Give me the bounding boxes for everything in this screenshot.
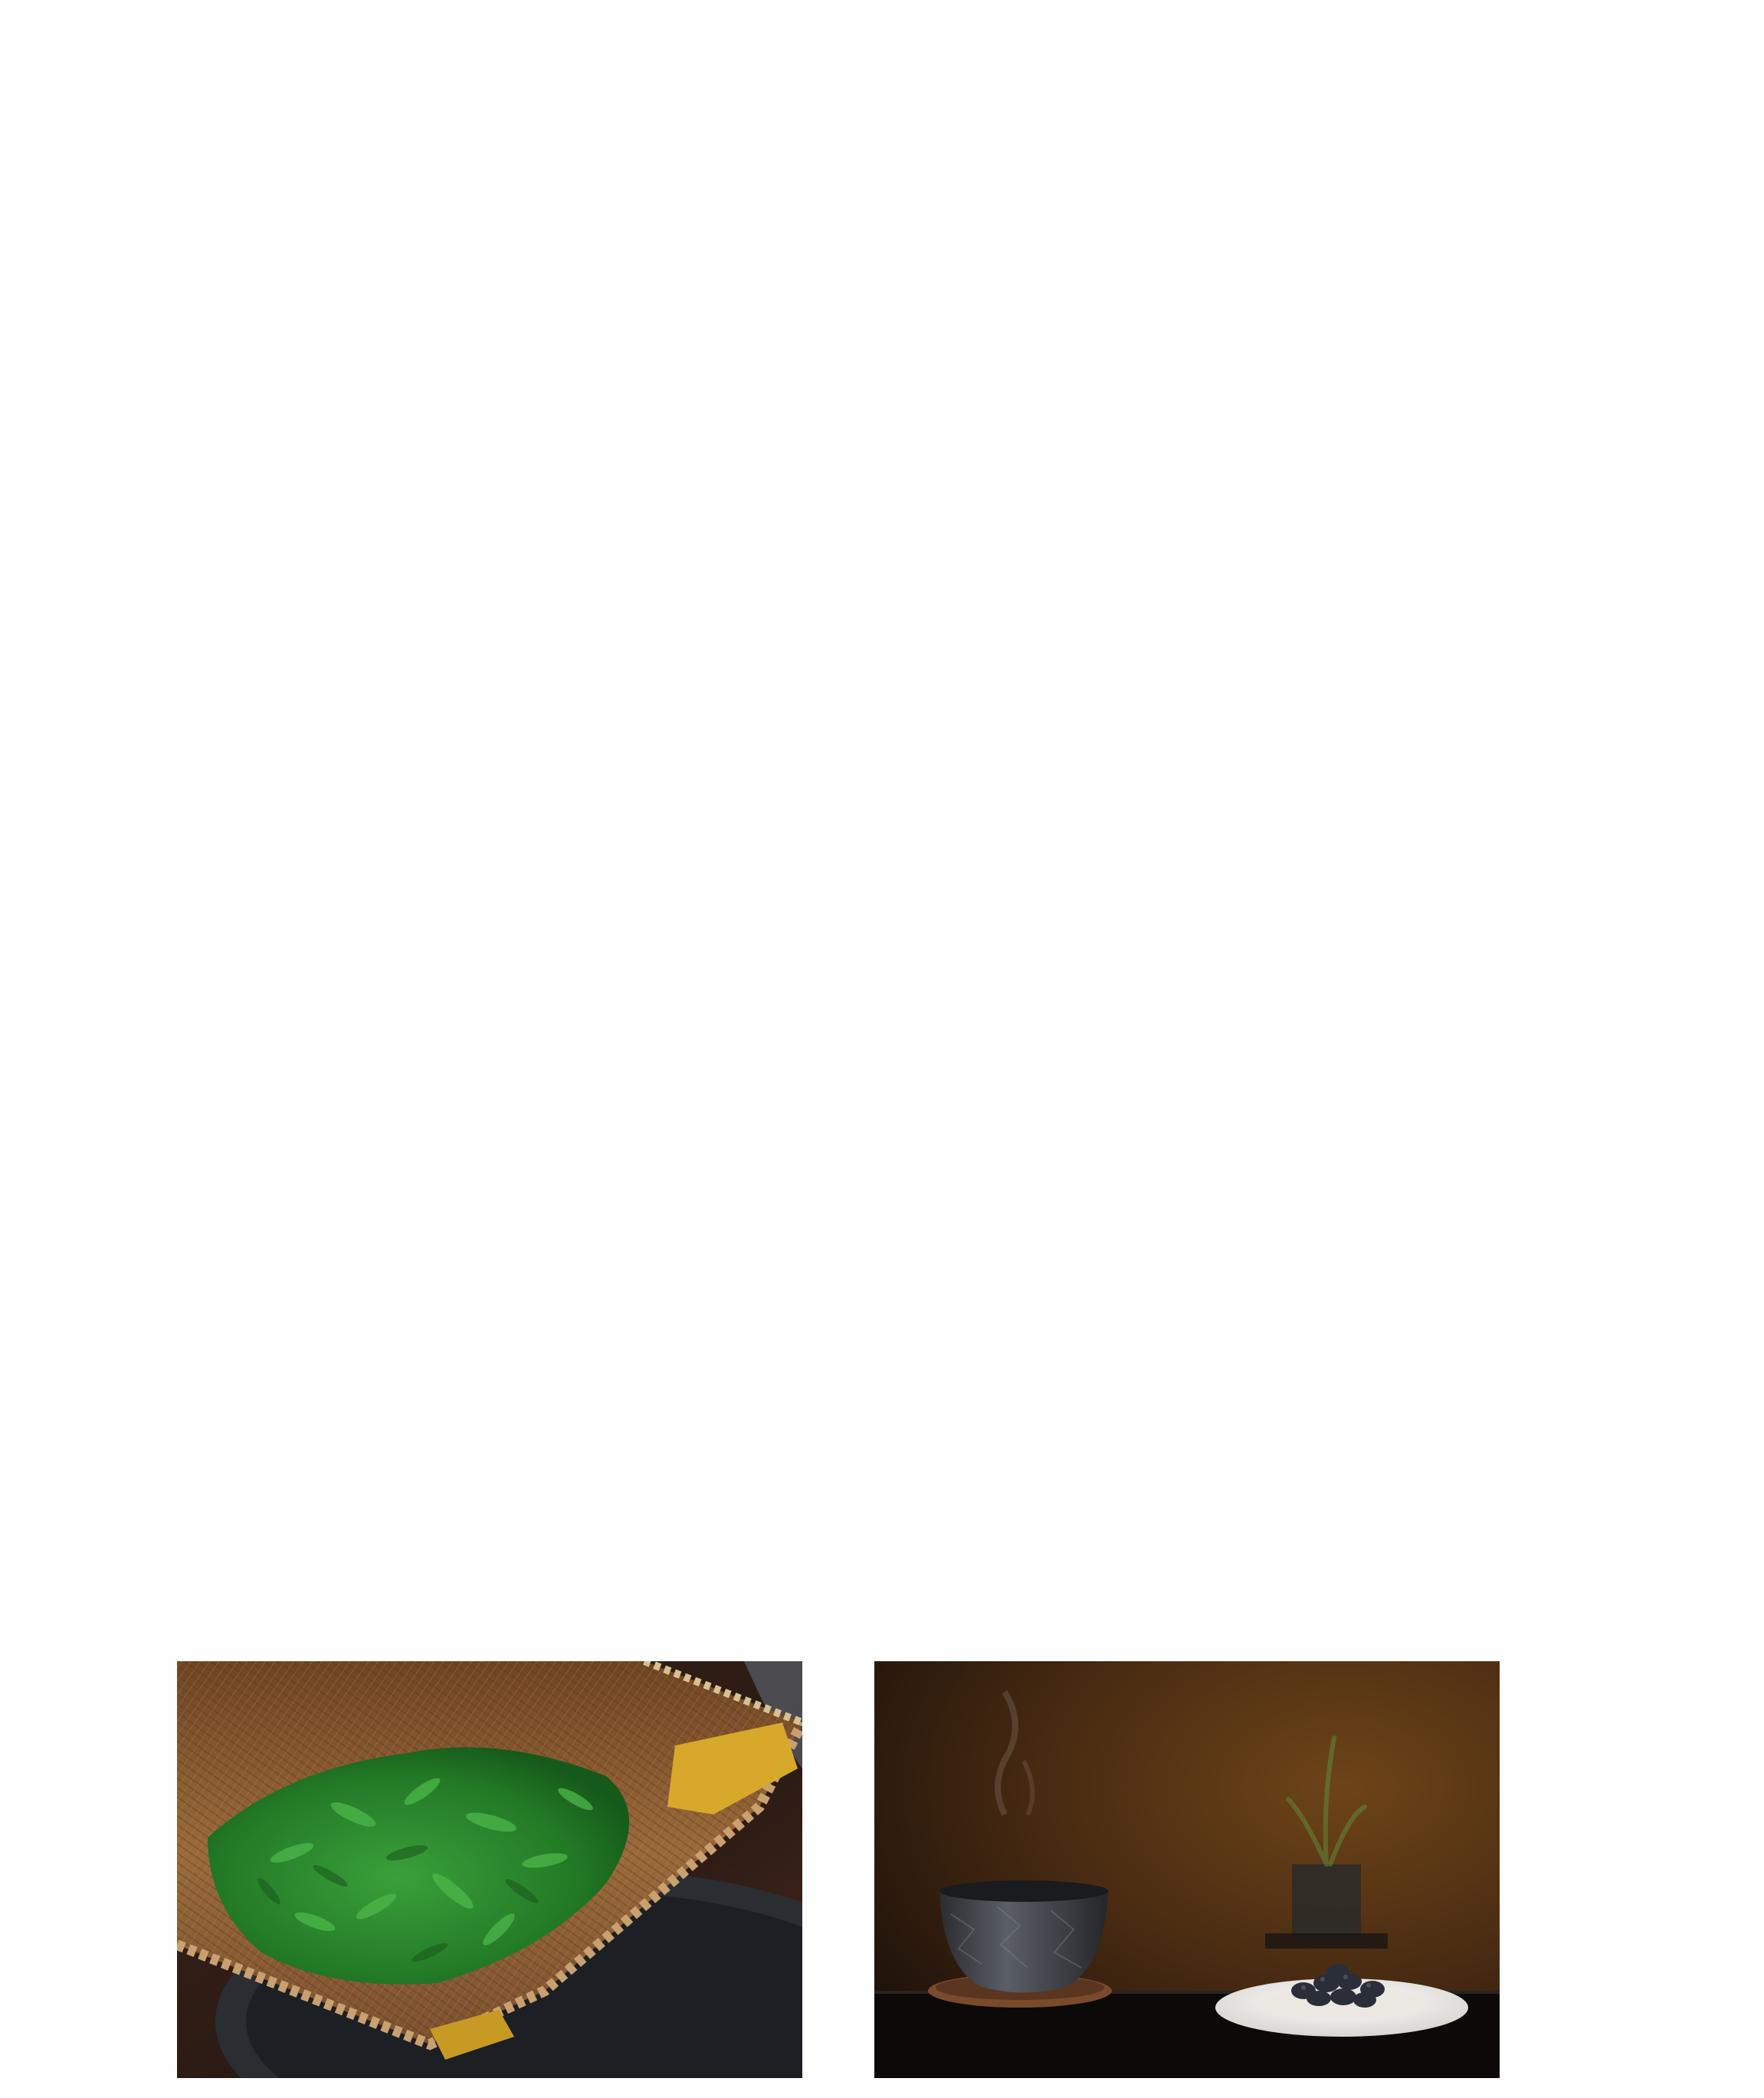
tea-bowl-illustration xyxy=(874,1661,1500,2078)
tea-bowl-photo xyxy=(874,1661,1500,2078)
tea-leaves-basket-photo xyxy=(177,1661,802,2078)
tea-leaves-illustration xyxy=(177,1661,802,2078)
